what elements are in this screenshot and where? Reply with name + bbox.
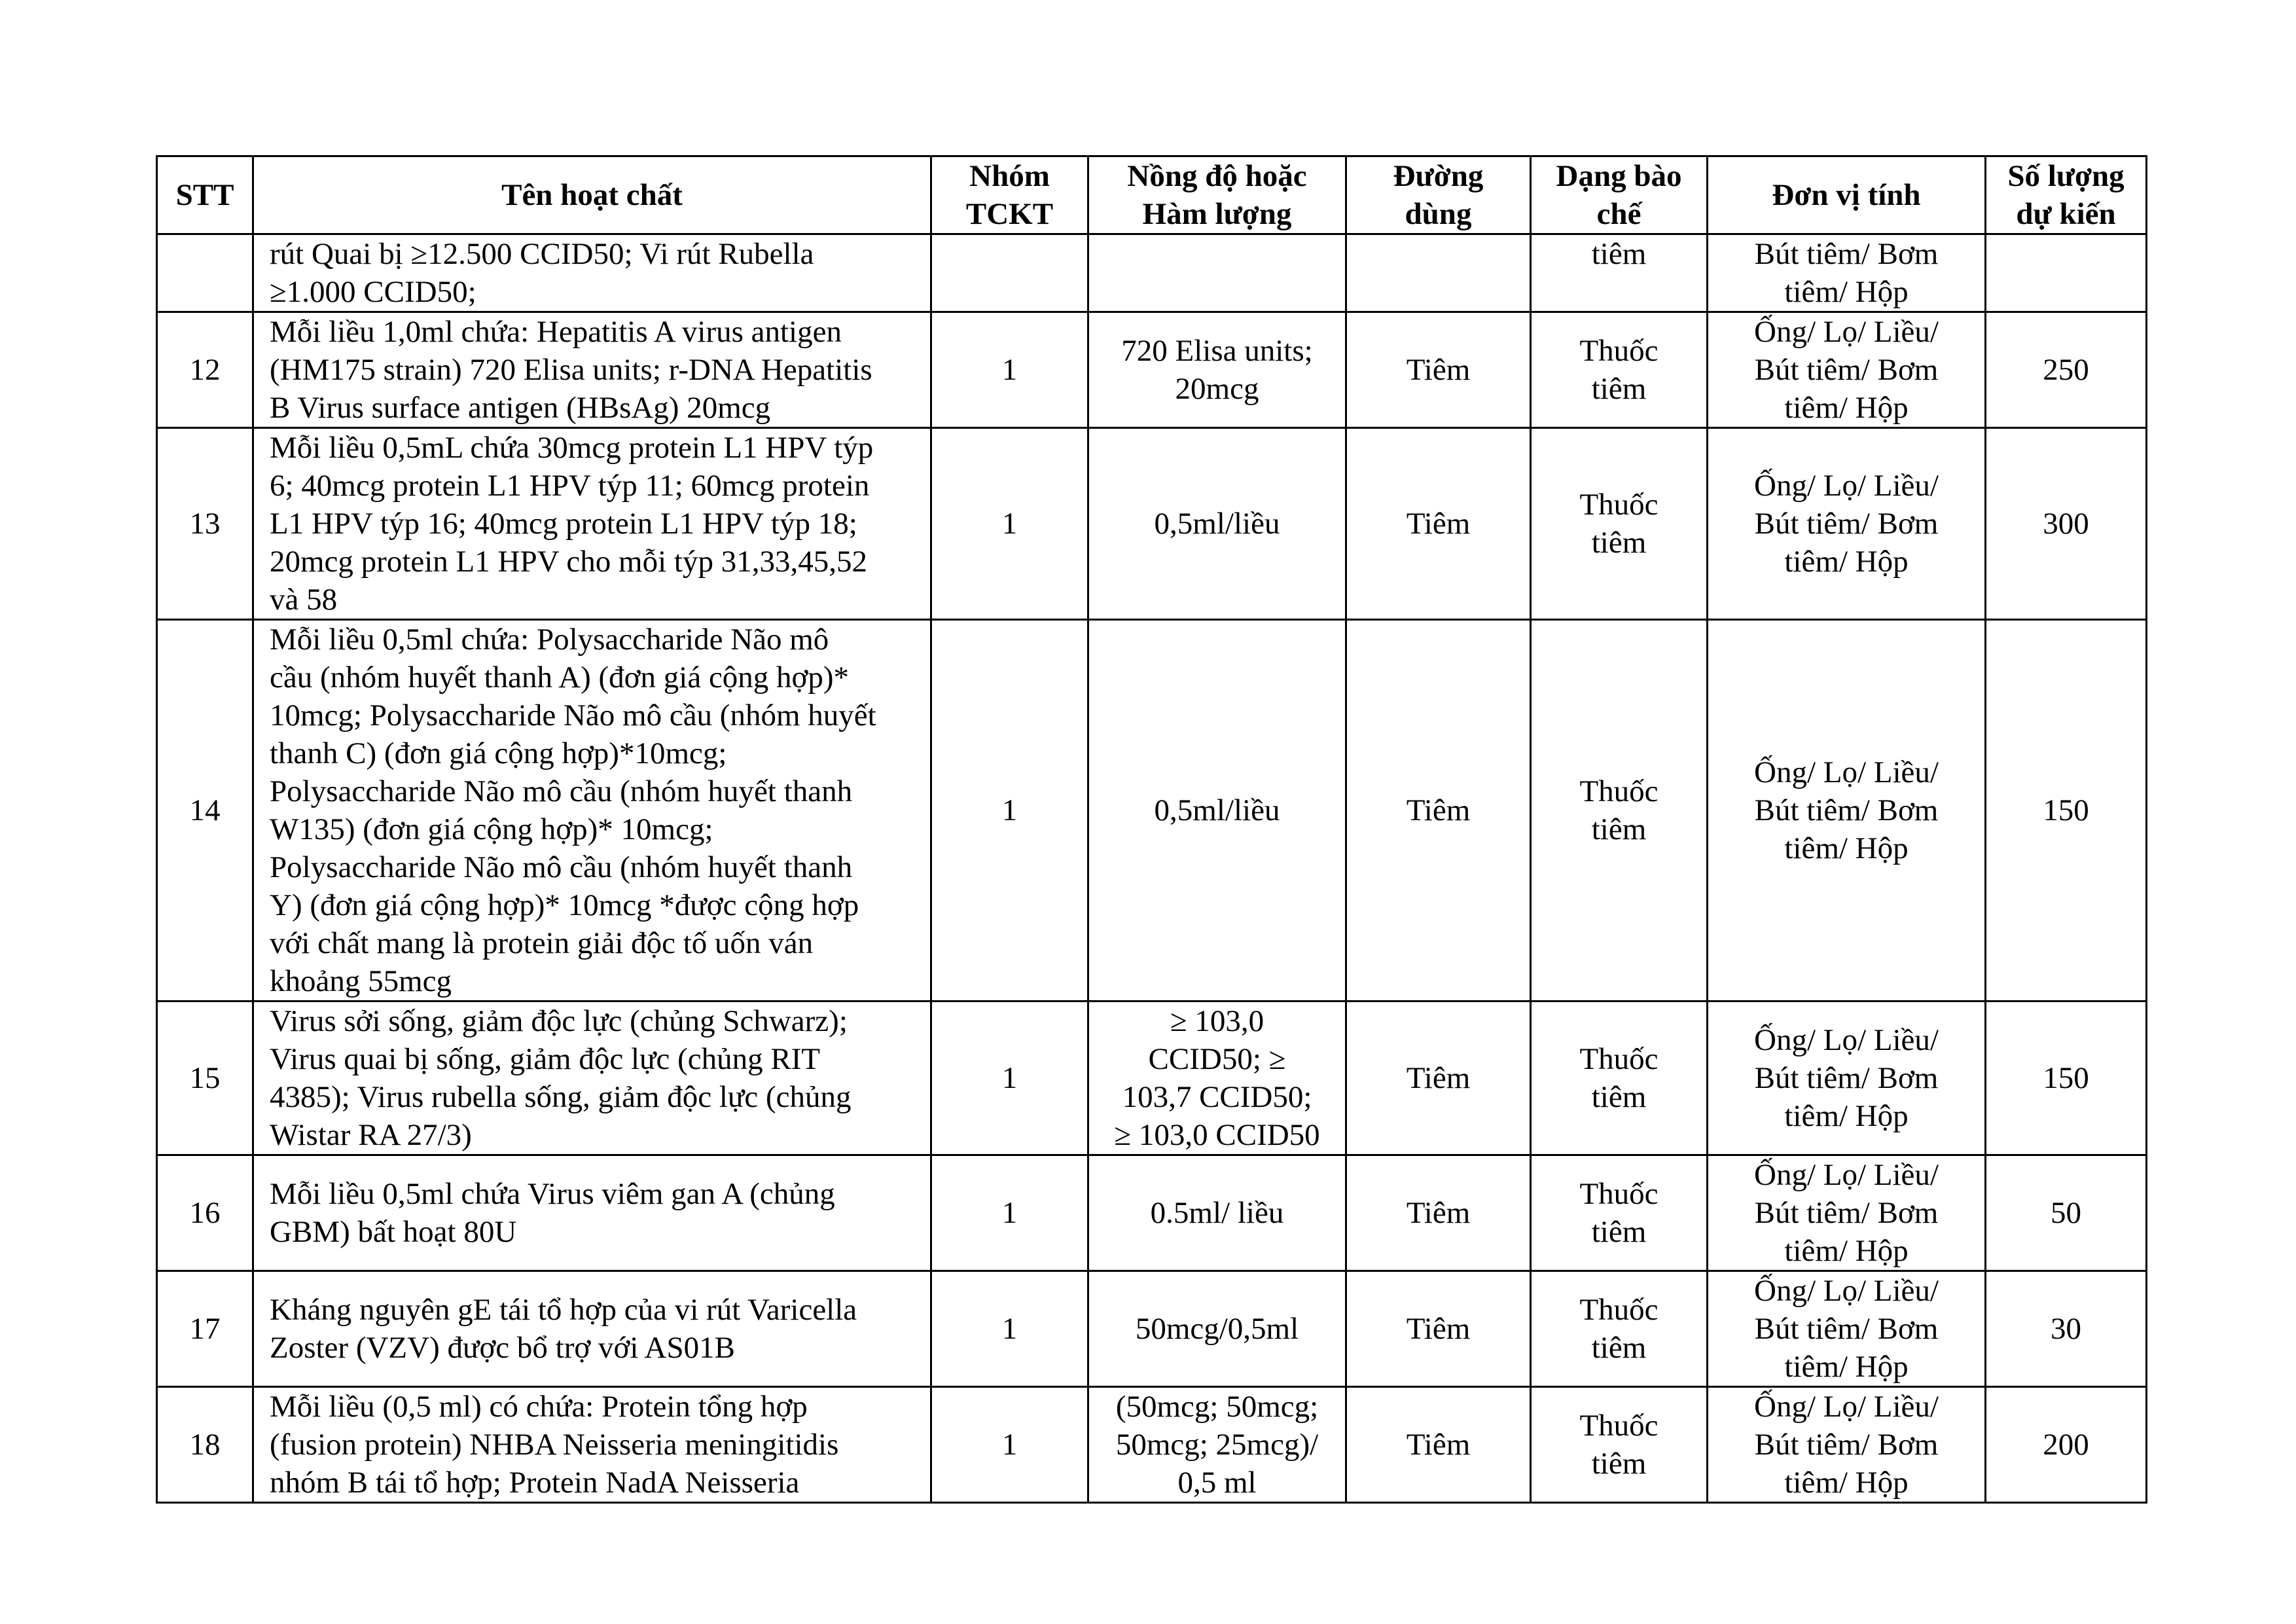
table-row	[157, 312, 2147, 428]
cell-active-ingredient: Kháng nguyên gE tái tổ hợp của vi rút Varicella Zoster (VZV) được bổ trợ với AS01B	[253, 1271, 931, 1387]
cell-route	[1346, 234, 1531, 312]
cell-concentration: 50mcg/0,5ml	[1088, 1271, 1346, 1387]
cell-active-ingredient: Mỗi liều 0,5mL chứa 30mcg protein L1 HPV týp 6; 40mcg protein L1 HPV týp 11; 60mcg protein L1 HPV týp 16; 40mcg protein L1 HPV týp 18; 20mcg protein L1 HPV cho mỗi týp 31,33,45,52 và 58	[253, 428, 931, 620]
cell-group: 1	[931, 1155, 1088, 1271]
cell-concentration: (50mcg; 50mcg; 50mcg; 25mcg)/ 0,5 ml	[1088, 1387, 1346, 1503]
cell-concentration	[1088, 234, 1346, 312]
cell-dosage-form: Thuốc tiêm	[1531, 312, 1708, 428]
cell-unit: Ống/ Lọ/ Liều/ Bút tiêm/ Bơm tiêm/ Hộp	[1708, 312, 1986, 428]
cell-quantity: 300	[1986, 428, 2147, 620]
table-row	[157, 620, 2147, 1001]
cell-unit: Bút tiêm/ Bơm tiêm/ Hộp	[1708, 234, 1986, 312]
cell-stt: 12	[157, 312, 253, 428]
table-row	[157, 1387, 2147, 1503]
cell-quantity: 50	[1986, 1155, 2147, 1271]
cell-unit: Ống/ Lọ/ Liều/ Bút tiêm/ Bơm tiêm/ Hộp	[1708, 1271, 1986, 1387]
cell-stt: 17	[157, 1271, 253, 1387]
header-row	[157, 156, 2147, 234]
header-quantity: Số lượng dự kiến	[1986, 156, 2147, 234]
cell-concentration: 720 Elisa units; 20mcg	[1088, 312, 1346, 428]
cell-unit: Ống/ Lọ/ Liều/ Bút tiêm/ Bơm tiêm/ Hộp	[1708, 1001, 1986, 1155]
cell-unit: Ống/ Lọ/ Liều/ Bút tiêm/ Bơm tiêm/ Hộp	[1708, 1155, 1986, 1271]
cell-quantity: 150	[1986, 620, 2147, 1001]
cell-dosage-form: Thuốc tiêm	[1531, 1271, 1708, 1387]
drug-list-table	[156, 155, 2147, 1504]
cell-quantity: 150	[1986, 1001, 2147, 1155]
cell-route: Tiêm	[1346, 1271, 1531, 1387]
cell-concentration: 0,5ml/liều	[1088, 428, 1346, 620]
table-row	[157, 428, 2147, 620]
cell-group: 1	[931, 312, 1088, 428]
header-stt: STT	[157, 156, 253, 234]
cell-quantity	[1986, 234, 2147, 312]
header-dosage-form: Dạng bào chế	[1531, 156, 1708, 234]
table-row	[157, 1001, 2147, 1155]
cell-route: Tiêm	[1346, 620, 1531, 1001]
cell-quantity: 250	[1986, 312, 2147, 428]
cell-unit: Ống/ Lọ/ Liều/ Bút tiêm/ Bơm tiêm/ Hộp	[1708, 1387, 1986, 1503]
table-header	[157, 156, 2147, 234]
cell-stt	[157, 234, 253, 312]
cell-stt: 14	[157, 620, 253, 1001]
cell-dosage-form: Thuốc tiêm	[1531, 1001, 1708, 1155]
cell-active-ingredient: Mỗi liều 1,0ml chứa: Hepatitis A virus antigen (HM175 strain) 720 Elisa units; r-DNA Hepatitis B Virus surface antigen (HBsAg) 20mcg	[253, 312, 931, 428]
table-row	[157, 1155, 2147, 1271]
cell-active-ingredient: Mỗi liều 0,5ml chứa Virus viêm gan A (chủng GBM) bất hoạt 80U	[253, 1155, 931, 1271]
table-row-continuation	[157, 234, 2147, 312]
cell-unit: Ống/ Lọ/ Liều/ Bút tiêm/ Bơm tiêm/ Hộp	[1708, 428, 1986, 620]
table-body	[157, 234, 2147, 1503]
cell-group: 1	[931, 428, 1088, 620]
cell-dosage-form: Thuốc tiêm	[1531, 428, 1708, 620]
cell-route: Tiêm	[1346, 428, 1531, 620]
cell-route: Tiêm	[1346, 1001, 1531, 1155]
cell-concentration: ≥ 103,0 CCID50; ≥ 103,7 CCID50; ≥ 103,0 CCID50	[1088, 1001, 1346, 1155]
cell-group: 1	[931, 1271, 1088, 1387]
cell-route: Tiêm	[1346, 1387, 1531, 1503]
cell-stt: 13	[157, 428, 253, 620]
header-route: Đường dùng	[1346, 156, 1531, 234]
cell-dosage-form: Thuốc tiêm	[1531, 1155, 1708, 1271]
cell-active-ingredient: Mỗi liều (0,5 ml) có chứa: Protein tổng hợp (fusion protein) NHBA Neisseria meningitidis nhóm B tái tổ hợp; Protein NadA Neisseria	[253, 1387, 931, 1503]
cell-group: 1	[931, 1387, 1088, 1503]
table-row	[157, 1271, 2147, 1387]
cell-dosage-form: tiêm	[1531, 234, 1708, 312]
cell-active-ingredient: rút Quai bị ≥12.500 CCID50; Vi rút Rubella ≥1.000 CCID50;	[253, 234, 931, 312]
cell-route: Tiêm	[1346, 312, 1531, 428]
cell-group: 1	[931, 1001, 1088, 1155]
cell-route: Tiêm	[1346, 1155, 1531, 1271]
cell-group	[931, 234, 1088, 312]
cell-active-ingredient: Mỗi liều 0,5ml chứa: Polysaccharide Não mô cầu (nhóm huyết thanh A) (đơn giá cộng hợp)* 10mcg; Polysaccharide Não mô cầu (nhóm huyết thanh C) (đơn giá cộng hợp)*10mcg; Polysaccharide Não mô cầu (nhóm huyết thanh W135) (đơn giá cộng hợp)* 10mcg; Polysaccharide Não mô cầu (nhóm huyết thanh Y) (đơn giá cộng hợp)* 10mcg *được cộng hợp với chất mang là protein giải độc tố uốn ván khoảng 55mcg	[253, 620, 931, 1001]
cell-unit: Ống/ Lọ/ Liều/ Bút tiêm/ Bơm tiêm/ Hộp	[1708, 620, 1986, 1001]
cell-concentration: 0,5ml/liều	[1088, 620, 1346, 1001]
cell-quantity: 200	[1986, 1387, 2147, 1503]
header-concentration: Nồng độ hoặc Hàm lượng	[1088, 156, 1346, 234]
header-unit: Đơn vị tính	[1708, 156, 1986, 234]
cell-dosage-form: Thuốc tiêm	[1531, 620, 1708, 1001]
cell-stt: 15	[157, 1001, 253, 1155]
cell-dosage-form: Thuốc tiêm	[1531, 1387, 1708, 1503]
cell-concentration: 0.5ml/ liều	[1088, 1155, 1346, 1271]
cell-quantity: 30	[1986, 1271, 2147, 1387]
cell-active-ingredient: Virus sởi sống, giảm độc lực (chủng Schwarz); Virus quai bị sống, giảm độc lực (chủng RIT 4385); Virus rubella sống, giảm độc lực (chủng Wistar RA 27/3)	[253, 1001, 931, 1155]
header-active-ingredient: Tên hoạt chất	[253, 156, 931, 234]
header-group: Nhóm TCKT	[931, 156, 1088, 234]
cell-stt: 16	[157, 1155, 253, 1271]
cell-stt: 18	[157, 1387, 253, 1503]
cell-group: 1	[931, 620, 1088, 1001]
